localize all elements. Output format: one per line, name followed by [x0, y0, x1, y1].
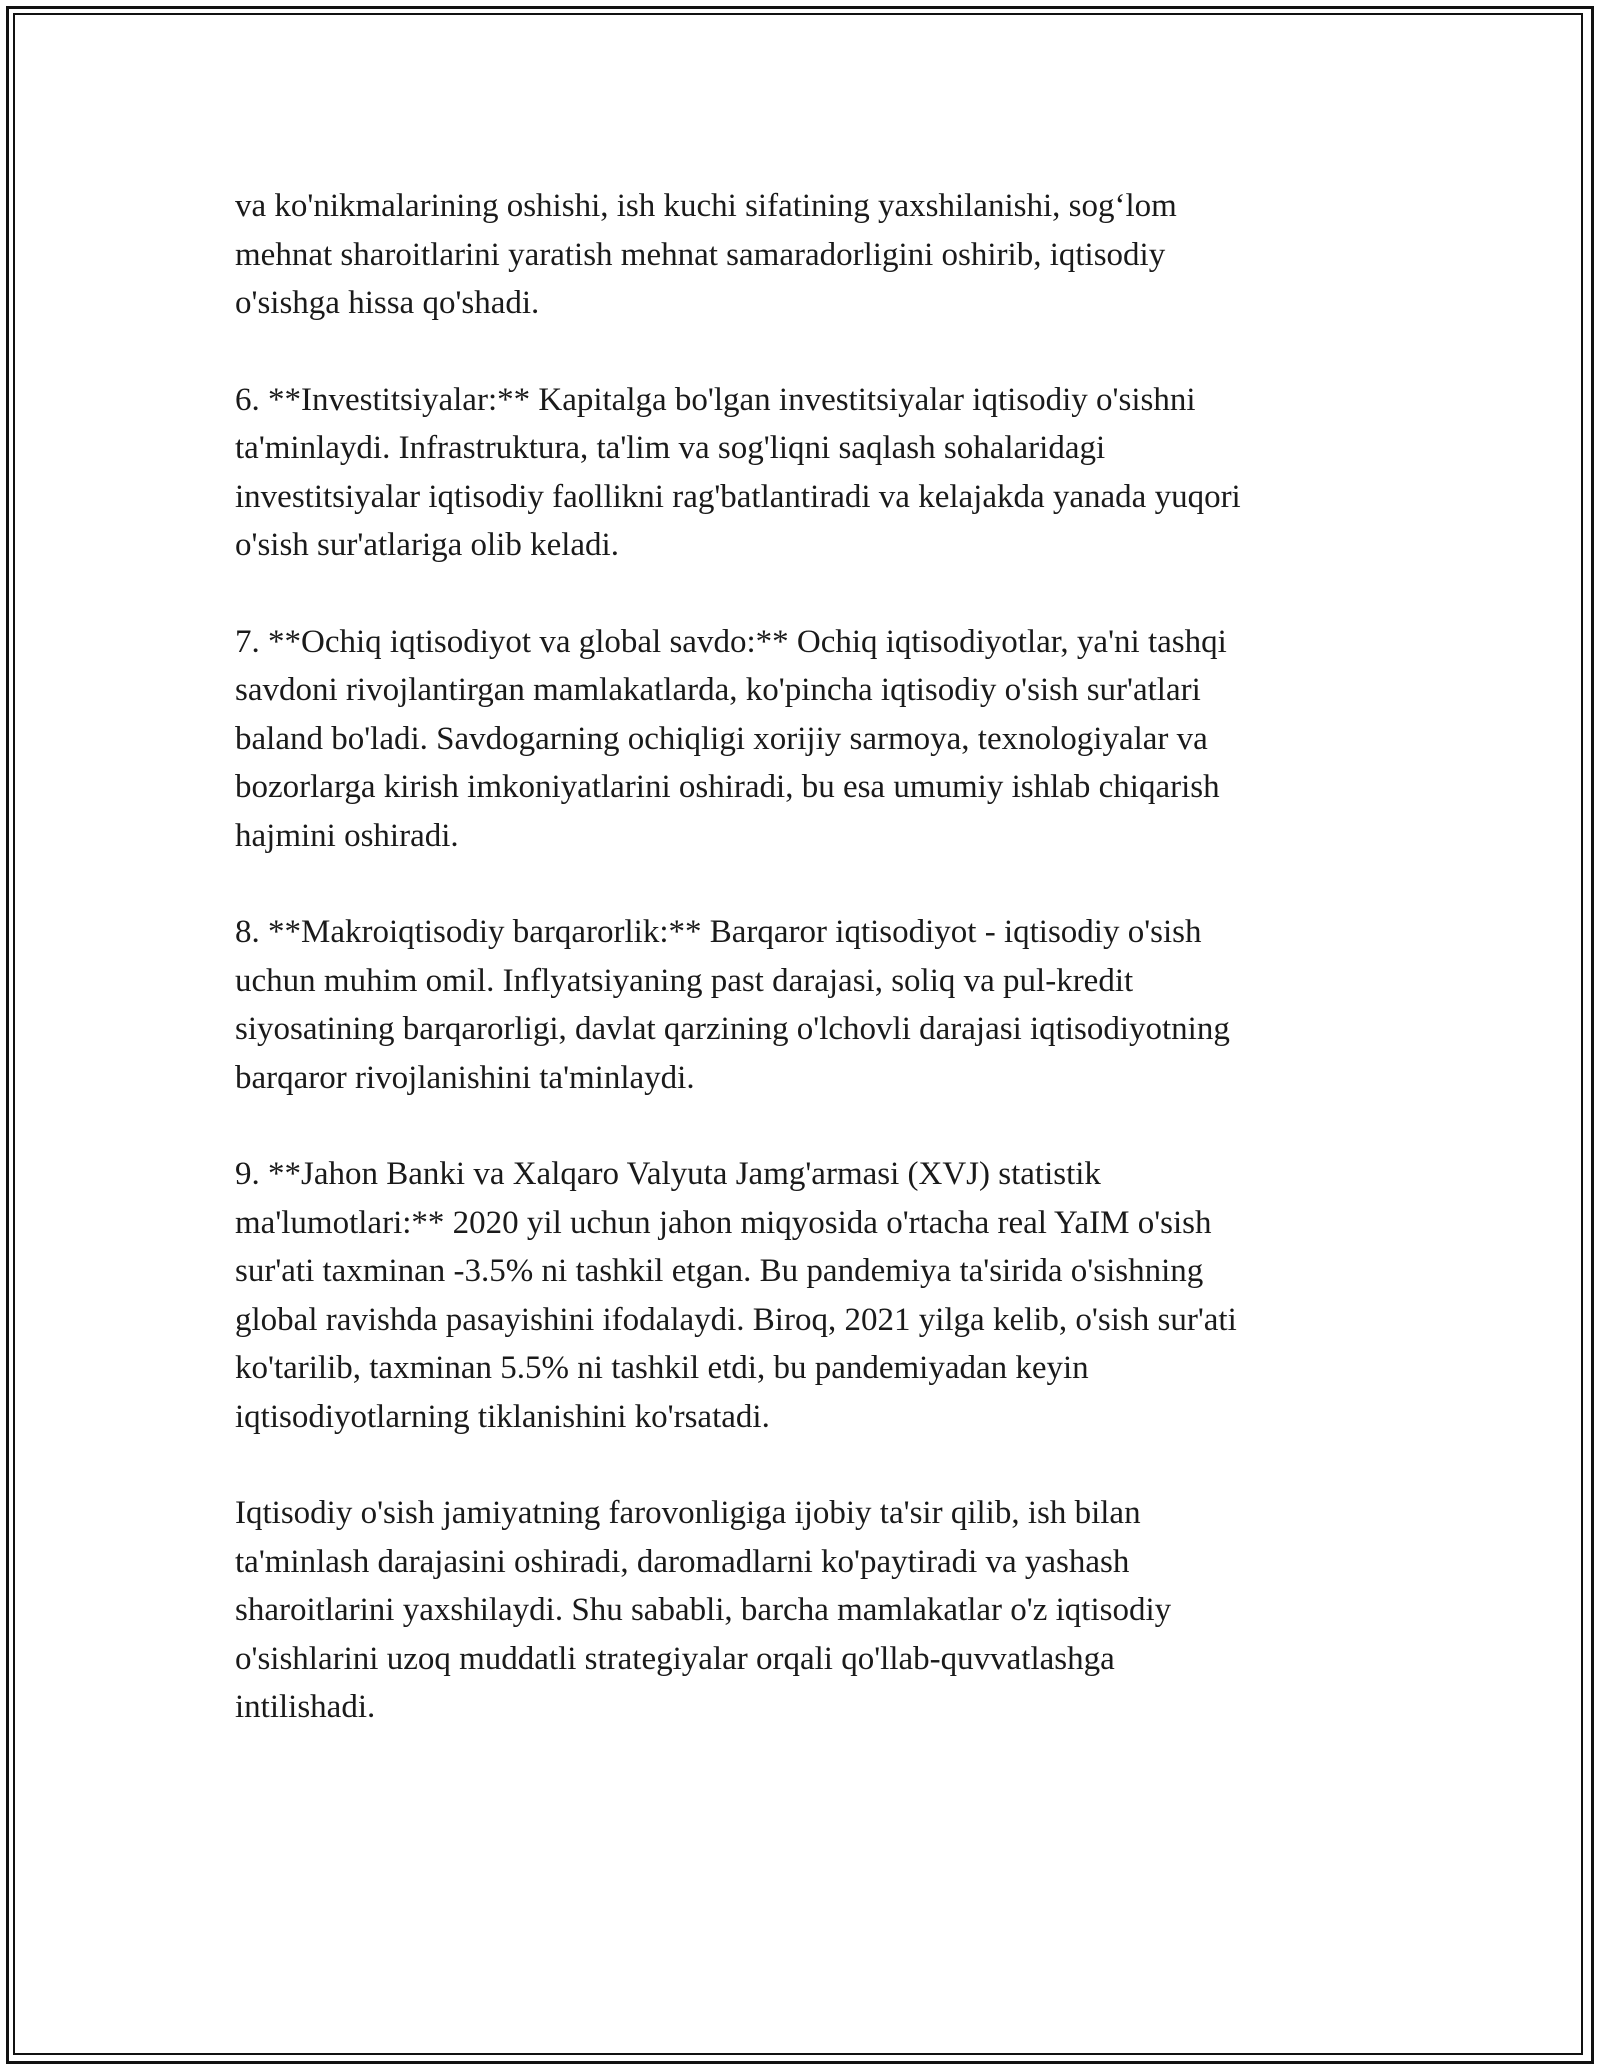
- paragraph-open-economy: 7. **Ochiq iqtisodiyot va global savdo:** Ochiq iqtisodiyotlar, ya'ni tashqi savdoni rivojlantirgan mamlakatlarda, ko'pincha iqtisodiy o'sish sur'atlari baland bo'ladi. Savdogarning ochiqligi xorijiy sarmoya, texnologiyalar va bozorlarga kirish imkoniyatlarini oshiradi, bu esa umumiy ishlab chiqarish hajmini oshiradi.: [235, 623, 1227, 854]
- paragraph-conclusion: Iqtisodiy o'sish jamiyatning farovonligiga ijobiy ta'sir qilib, ish bilan ta'minlash darajasini oshiradi, daromadlarni ko'paytiradi va yashash sharoitlarini yaxshilaydi. Shu sababli, barcha mamlakatlar o'z iqtisodiy o'sishlarini uzoq muddatli strategiyalar orqali qo'llab-quvvatlashga intilishadi.: [235, 1495, 1172, 1725]
- paragraph-macro-stability: 8. **Makroiqtisodiy barqarorlik:** Barqaror iqtisodiyot - iqtisodiy o'sish uchun muhim omil. Inflyatsiyaning past darajasi, soliq va pul-kredit siyosatining barqarorligi, davlat qarzining o'lchovli darajasi iqtisodiyotning barqaror rivojlanishini ta'minlaydi.: [235, 914, 1230, 1096]
- document-body: [235, 182, 1385, 1780]
- paragraph-investments: 6. **Investitsiyalar:** Kapitalga bo'lgan investitsiyalar iqtisodiy o'sishni ta'minlaydi. Infrastruktura, ta'lim va sog'liqni saqlash sohalaridagi investitsiyalar iqtisodiy faollikni rag'batlantiradi va kelajakda yanada yuqori o'sish sur'atlariga olib keladi.: [235, 381, 1241, 563]
- paragraph-continuation: va ko'nikmalarining oshishi, ish kuchi sifatining yaxshilanishi, sog‘lom mehnat sharoitlarini yaratish mehnat samaradorligini oshirib, iqtisodiy o'sishga hissa qo'shadi.: [235, 188, 1177, 321]
- paragraph-statistics: 9. **Jahon Banki va Xalqaro Valyuta Jamg'armasi (XVJ) statistik ma'lumotlari:** 2020 yil uchun jahon miqyosida o'rtacha real YaIM o'sish sur'ati taxminan -3.5% ni tashkil etgan. Bu pandemiya ta'sirida o'sishning global ravishda pasayishini ifodalaydi. Biroq, 2021 yilga kelib, o'sish sur'ati ko'tarilib, taxminan 5.5% ni tashkil etdi, bu pandemiyadan keyin iqtisodiyotlarning tiklanishini ko'rsatadi.: [235, 1156, 1237, 1435]
